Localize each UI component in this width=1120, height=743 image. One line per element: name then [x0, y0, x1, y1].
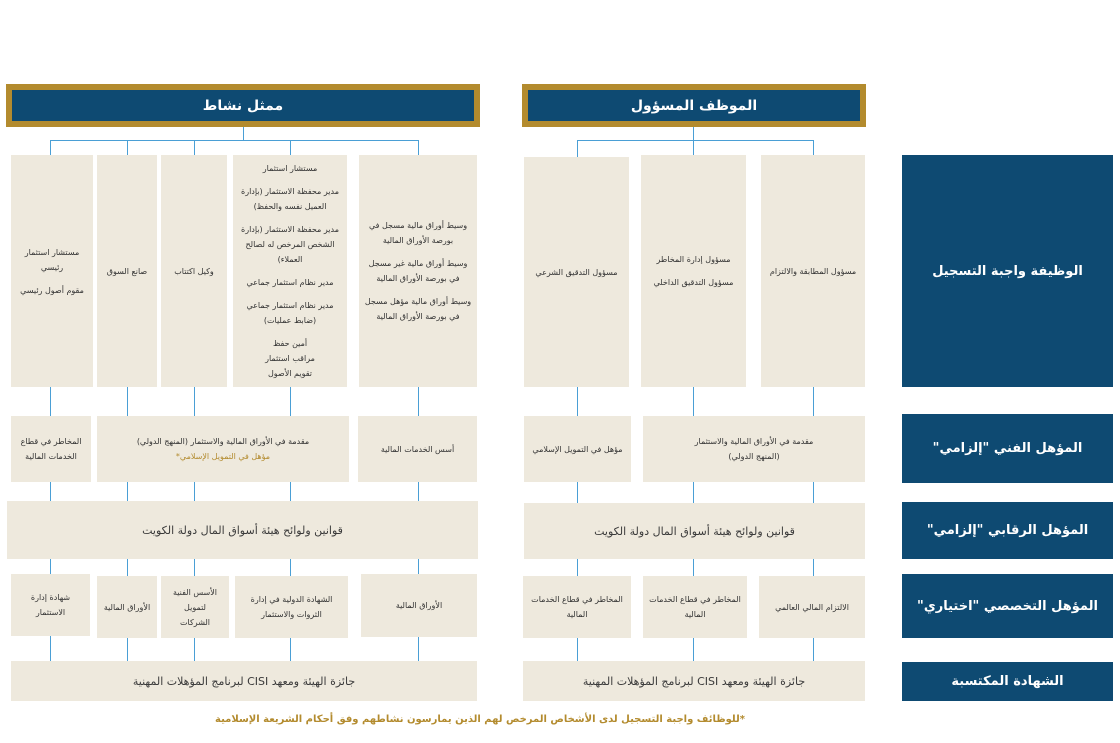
- function-risk-audit-officer: [641, 155, 746, 387]
- function-text: تقويم الأصول: [267, 369, 313, 378]
- specialized-global-compliance: [759, 576, 865, 638]
- function-text: مستشار استثمار رئيسي: [24, 247, 80, 272]
- function-text: وسيط أوراق مالية مؤهل مسجل في بورصة الأوراق المالية: [364, 297, 472, 321]
- function-text: مدير محفظة الاستثمار (بإدارة الشخص المرخص له لصالح العملاء): [241, 225, 339, 264]
- technical-text: أسس الخدمات المالية: [380, 444, 455, 454]
- function-text: وسيط أوراق مالية مسجل في بورصة الأوراق المالية: [368, 221, 468, 245]
- function-text: مدير نظام استثمار جماعي: [246, 278, 334, 287]
- specialized-text: الاستثمار: [35, 608, 66, 617]
- function-text: مدير نظام استثمار جماعي (ضابط عمليات): [246, 301, 334, 325]
- specialized-risk-financial-services-1: [643, 576, 747, 638]
- specialized-corporate-finance: [161, 576, 229, 638]
- function-text: مدير محفظة الاستثمار (بإدارة العميل نفسه والحفظ): [241, 187, 339, 211]
- function-text: مسؤول التدقيق الشرعي: [535, 267, 618, 277]
- specialized-text: الشركات: [180, 617, 210, 627]
- technical-text: مقدمة في الأوراق المالية والاستثمار: [694, 437, 814, 446]
- certificate-cisi-award-left: [11, 661, 477, 701]
- technical-text: (المنهج الدولي): [728, 452, 780, 461]
- function-investment-managers: [233, 155, 347, 387]
- specialized-text: المالية: [566, 610, 588, 619]
- technical-risk-financial-services: [11, 416, 91, 482]
- technical-intro-securities: [643, 416, 865, 482]
- function-text: أمين حفظ: [272, 339, 308, 348]
- specialized-text: الشهادة الدولية في إدارة: [250, 595, 333, 604]
- technical-islamic-finance: [524, 416, 631, 482]
- specialized-text: الأسس الفنية: [172, 587, 218, 597]
- specialized-text: الالتزام المالي العالمي: [775, 602, 849, 612]
- function-senior-advisor: [11, 155, 93, 387]
- specialized-text: لتمويل: [184, 602, 206, 612]
- technical-text: الخدمات المالية: [25, 452, 77, 461]
- function-text: مستشار استثمار: [262, 164, 318, 173]
- regulatory-text: قوانين ولوائح هيئة أسواق المال دولة الكويت: [594, 524, 795, 538]
- function-underwriter: [161, 155, 227, 387]
- function-text: مسؤول المطابقة والالتزام: [769, 266, 857, 276]
- regulatory-cma-laws-right: [524, 503, 865, 559]
- technical-intro-securities-left: [97, 416, 349, 482]
- function-sharia-audit-officer: [524, 157, 629, 387]
- specialized-text: الأوراق المالية: [103, 602, 151, 612]
- function-compliance-officer: [761, 155, 865, 387]
- regulatory-cma-laws-left: [7, 501, 478, 559]
- technical-text-islamic: مؤهل في التمويل الإسلامي*: [175, 452, 271, 461]
- technical-text: المخاطر في قطاع: [20, 437, 82, 446]
- function-text: مسؤول إدارة المخاطر: [656, 255, 731, 264]
- header-activity-representative-label: ممثل نشاط: [12, 90, 474, 121]
- specialized-securities-2: [97, 576, 157, 638]
- specialized-wealth-management: [235, 576, 348, 638]
- specialized-risk-financial-services-2: [523, 576, 631, 638]
- specialized-text: الثروات والاستثمار: [261, 610, 322, 619]
- specialized-text: المخاطر في قطاع الخدمات: [649, 595, 741, 604]
- specialized-text: الأوراق المالية: [395, 601, 443, 610]
- specialized-text: المالية: [684, 610, 706, 619]
- row-label-certificate: الشهادة المكتسبة: [902, 662, 1113, 701]
- row-label-functions: الوظيفة واجبة التسجيل: [902, 155, 1113, 387]
- function-text: صانع السوق: [106, 266, 148, 276]
- function-text: مراقب استثمار: [265, 354, 315, 363]
- technical-fundamentals-financial-services: [358, 416, 477, 482]
- row-label-specialized: المؤهل التخصصي "اختياري": [902, 574, 1113, 638]
- function-text: مقوم أصول رئيسي: [20, 285, 84, 295]
- row-label-regulatory: المؤهل الرقابي "إلزامي": [902, 502, 1113, 559]
- function-text: مسؤول التدقيق الداخلي: [653, 278, 734, 287]
- certificate-text: جائزة الهيئة ومعهد CISI لبرنامج المؤهلات المهنية: [132, 674, 356, 688]
- specialized-text: المخاطر في قطاع الخدمات: [531, 595, 623, 604]
- technical-text: مقدمة في الأوراق المالية والاستثمار (المنهج الدولي): [136, 437, 310, 446]
- row-label-technical: المؤهل الفني "إلزامي": [902, 414, 1113, 483]
- certificate-cisi-award-right: [523, 661, 865, 701]
- header-responsible-employee: [522, 84, 866, 127]
- header-activity-representative: [6, 84, 480, 127]
- specialized-investment-management: [11, 574, 90, 636]
- function-market-maker: [97, 155, 157, 387]
- regulatory-text: قوانين ولوائح هيئة أسواق المال دولة الكويت: [142, 523, 343, 537]
- specialized-securities-1: [361, 574, 477, 637]
- function-brokers: [359, 155, 477, 387]
- certificate-text: جائزة الهيئة ومعهد CISI لبرنامج المؤهلات المهنية: [582, 674, 806, 688]
- footnote: *للوظائف واجبة التسجيل لدى الأشخاص المرخص لهم الذين يمارسون نشاطهم وفق أحكام الشريعة الإسلامية: [215, 714, 745, 725]
- function-text: وسيط أوراق مالية غير مسجل في بورصة الأوراق المالية: [368, 259, 468, 283]
- specialized-text: شهادة إدارة: [30, 593, 71, 602]
- header-responsible-employee-label: الموظف المسؤول: [528, 90, 860, 121]
- technical-text: مؤهل في التمويل الإسلامي: [532, 444, 623, 454]
- function-text: وكيل اكتتاب: [174, 266, 214, 276]
